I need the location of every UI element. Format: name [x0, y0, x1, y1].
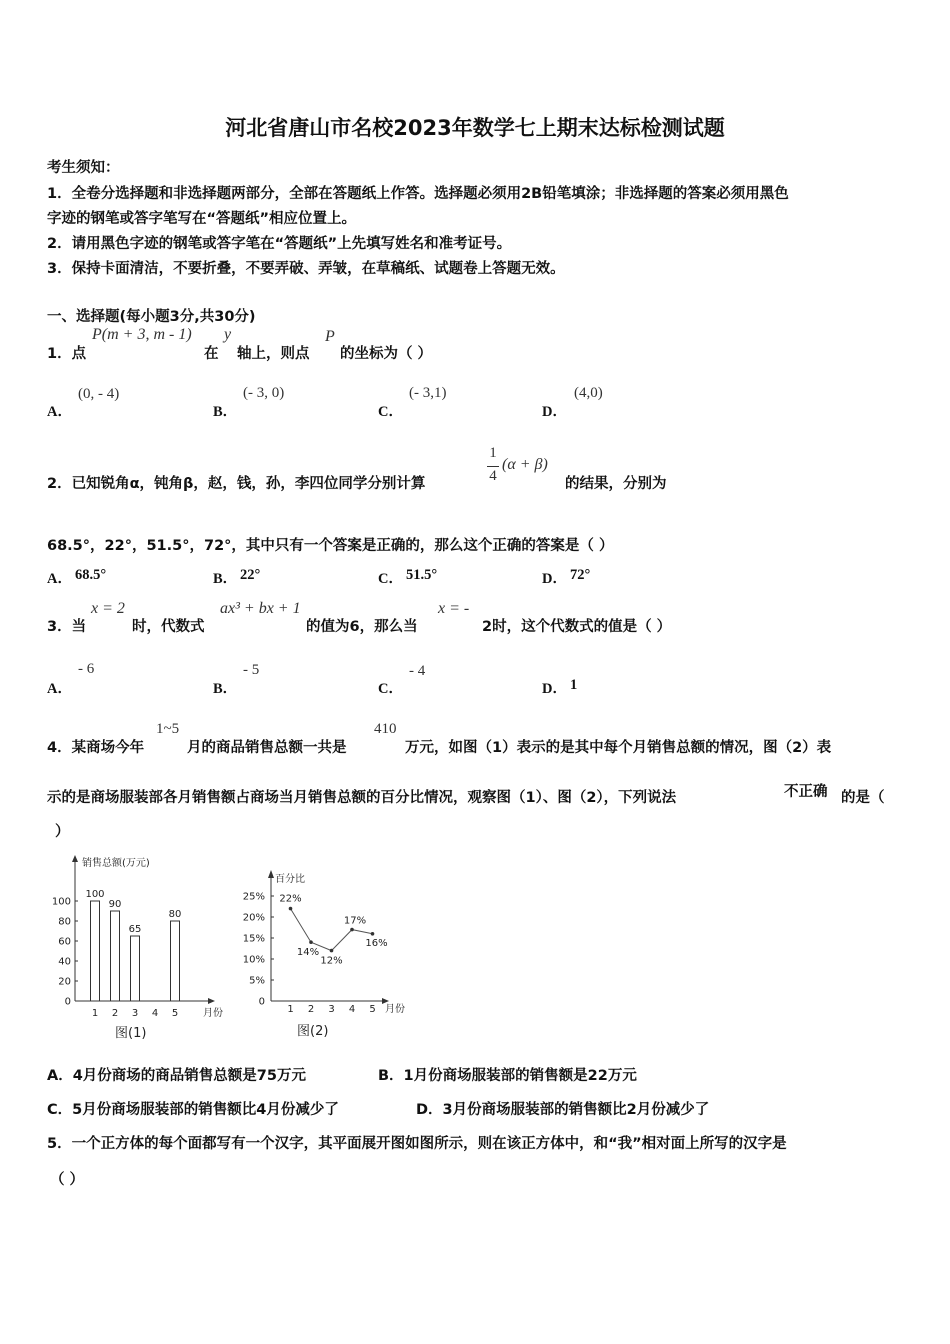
- q3-text-mid2: 的值为6，那么当: [306, 619, 418, 635]
- q2-option-c-label: C．: [378, 571, 403, 587]
- q1-option-a-label: A．: [47, 404, 72, 420]
- chart2-xtick-label: 1: [287, 1004, 294, 1015]
- q4-text-line3: ）: [55, 824, 70, 840]
- q3-option-d-label: D．: [542, 681, 567, 697]
- q1-point-expr: P(m + 3, m - 1): [92, 326, 192, 343]
- q4-text-line2-end: 的是（: [841, 790, 885, 806]
- q1-text-post: 的坐标为（ ）: [340, 346, 433, 362]
- q1-option-d-value: (4,0): [574, 385, 603, 401]
- q3-text-post: 2时，这个代数式的值是（ ）: [482, 619, 672, 635]
- q4-option-c: C．5月份商场服装部的销售额比4月份减少了: [47, 1102, 339, 1118]
- q2-option-d-value: 72°: [570, 567, 591, 583]
- chart2-point: [350, 928, 354, 932]
- notice-item-3: 3．保持卡面清洁，不要折叠，不要弄破、弄皱，在草稿纸、试题卷上答题无效。: [47, 261, 565, 277]
- q3-option-b-value: - 5: [243, 662, 260, 678]
- chart1-xtick-label: 1: [91, 1008, 99, 1019]
- q2-option-a-value: 68.5°: [75, 567, 107, 583]
- q4-option-b: B．1月份商场服装部的销售额是22万元: [378, 1068, 637, 1084]
- notice-item-1-cont: 字迹的钢笔或答字笔写在“答题纸”相应位置上。: [47, 211, 357, 227]
- q1-text-mid2: 轴上，则点: [237, 346, 310, 362]
- section-heading: 一、选择题(每小题3分,共30分): [47, 309, 256, 325]
- q4-month-range: 1~5: [156, 721, 180, 737]
- q2-text-post: 的结果，分别为: [565, 476, 667, 492]
- chart1-data-label: 100: [85, 889, 105, 900]
- chart1-xtick-label: 5: [171, 1008, 179, 1019]
- chart1-y-arrow: [72, 855, 78, 862]
- q3-option-d-value: 1: [570, 677, 578, 693]
- chart1-bar: [111, 911, 120, 1001]
- chart1-ytick-label: 0: [64, 996, 71, 1008]
- chart1-ytick-label: 40: [58, 956, 71, 968]
- q3-option-b-label: B．: [213, 681, 238, 697]
- notice-heading: 考生须知：: [47, 160, 120, 176]
- chart2-point: [371, 932, 375, 936]
- chart-1-sales-bar: [40, 850, 240, 1045]
- q3-option-a-value: - 6: [78, 661, 95, 677]
- chart2-point: [330, 949, 334, 953]
- q3-option-a-label: A．: [47, 681, 72, 697]
- chart2-data-label: 12%: [320, 955, 343, 967]
- chart2-data-label: 16%: [365, 937, 388, 949]
- q2-option-b-label: B．: [213, 571, 238, 587]
- chart1-xtick-label: 3: [131, 1008, 139, 1019]
- chart2-ytick-label: 0: [258, 996, 265, 1008]
- chart2-caption: 图(2): [297, 1024, 329, 1039]
- q2-expr: (α + β): [502, 456, 548, 473]
- chart1-data-label: 90: [108, 899, 122, 910]
- chart1-xlabel: 月份: [203, 1008, 223, 1019]
- chart2-ylabel: 百分比: [275, 874, 305, 885]
- chart1-ytick-label: 20: [58, 976, 71, 988]
- q4-text-post: 万元，如图（1）表示的是其中每个月销售总额的情况，图（2）表: [405, 740, 832, 756]
- q3-condition-1: x = 2: [91, 600, 125, 617]
- q1-point-p: P: [325, 328, 335, 345]
- chart1-caption: 图(1): [115, 1026, 147, 1041]
- chart2-ytick-label: 10%: [242, 954, 265, 966]
- chart2-ytick-label: 5%: [249, 975, 265, 987]
- q1-axis: y: [224, 326, 232, 343]
- chart2-xtick-label: 4: [348, 1004, 356, 1015]
- q1-option-a-value: (0, - 4): [78, 386, 120, 402]
- chart2-ytick-label: 20%: [242, 912, 265, 924]
- chart1-xtick-label: 2: [111, 1008, 119, 1019]
- q4-text-emphasis: 不正确: [784, 784, 828, 800]
- chart2-point: [289, 907, 293, 911]
- chart-2-percentage-line: [235, 860, 420, 1045]
- chart2-point: [309, 940, 313, 944]
- q4-text-mid: 月的商品销售总额一共是: [187, 740, 347, 756]
- q2-fraction-numerator: 1: [489, 445, 497, 461]
- q2-fraction-bar: [487, 466, 499, 467]
- q1-option-c-label: C．: [378, 404, 403, 420]
- chart1-bar: [91, 901, 100, 1001]
- q1-option-d-label: D．: [542, 404, 567, 420]
- chart2-data-label: 14%: [296, 947, 320, 959]
- chart2-xtick-label: 3: [328, 1004, 335, 1015]
- chart2-xlabel: 月份: [385, 1004, 405, 1015]
- q1-option-c-value: (- 3,1): [409, 385, 447, 401]
- q1-text-mid1: 在: [204, 346, 219, 362]
- q3-text-mid1: 时，代数式: [132, 619, 205, 635]
- q2-option-a-label: A．: [47, 571, 72, 587]
- q2-fraction-denominator: 4: [489, 468, 497, 484]
- notice-item-2: 2．请用黑色字迹的钢笔或答字笔在“答题纸”上先填写姓名和准考证号。: [47, 236, 512, 252]
- chart2-xtick-label: 2: [307, 1004, 315, 1015]
- q2-option-d-label: D．: [542, 571, 567, 587]
- chart1-x-arrow: [208, 998, 215, 1004]
- q5-text-line2: （ ）: [50, 1172, 85, 1188]
- q4-option-a: A．4月份商场的商品销售总额是75万元: [47, 1068, 306, 1084]
- q3-text-pre: 3．当: [47, 619, 87, 635]
- q1-text-pre: 1．点: [47, 346, 87, 362]
- q2-option-b-value: 22°: [240, 567, 261, 583]
- chart2-data-label: 22%: [279, 893, 302, 905]
- chart1-xtick-label: 4: [151, 1008, 159, 1019]
- chart1-data-label: 80: [168, 909, 182, 920]
- q1-option-b-value: (- 3, 0): [243, 385, 285, 401]
- q3-expression: ax³ + bx + 1: [220, 600, 301, 617]
- q1-option-b-label: B．: [213, 404, 238, 420]
- chart1-data-label: 65: [128, 924, 142, 935]
- chart2-y-arrow: [268, 870, 274, 878]
- q4-option-d: D．3月份商场服装部的销售额比2月份减少了: [416, 1102, 710, 1118]
- q3-condition-2: x = -: [438, 600, 470, 617]
- q2-text-pre: 2．已知锐角α，钝角β，赵，钱，孙，李四位同学分别计算: [47, 476, 426, 492]
- chart1-bar: [171, 921, 180, 1001]
- q4-text-line2: 示的是商场服装部各月销售额占商场当月销售总额的百分比情况，观察图（1）、图（2），下列说法: [47, 790, 677, 806]
- q2-option-c-value: 51.5°: [406, 567, 438, 583]
- chart1-ylabel: 销售总额(万元): [82, 858, 150, 869]
- chart1-ytick-label: 60: [58, 936, 71, 948]
- chart2-ytick-label: 15%: [242, 933, 265, 945]
- q3-option-c-value: - 4: [409, 663, 426, 679]
- chart1-ytick-label: 80: [58, 916, 71, 928]
- chart1-bar: [131, 936, 140, 1001]
- chart2-data-label: 17%: [343, 915, 367, 927]
- notice-item-1: 1．全卷分选择题和非选择题两部分，全部在答题纸上作答。选择题必须用2B铅笔填涂；非选择题的答案必须用黑色: [47, 186, 789, 202]
- q3-option-c-label: C．: [378, 681, 403, 697]
- q4-total: 410: [374, 721, 397, 737]
- q5-text-line1: 5．一个正方体的每个面都写有一个汉字，其平面展开图如图所示，则在该正方体中，和“我”相对面上所写的汉字是: [47, 1136, 787, 1152]
- q2-text-line2: 68.5°，22°，51.5°，72°，其中只有一个答案是正确的，那么这个正确的答案是（ ）: [47, 538, 614, 554]
- chart2-ytick-label: 25%: [242, 891, 265, 903]
- chart2-xtick-label: 5: [369, 1004, 376, 1015]
- page-title: 河北省唐山市名校2023年数学七上期末达标检测试题: [225, 116, 725, 140]
- chart1-ytick-label: 100: [51, 896, 71, 908]
- q4-text-pre: 4．某商场今年: [47, 740, 145, 756]
